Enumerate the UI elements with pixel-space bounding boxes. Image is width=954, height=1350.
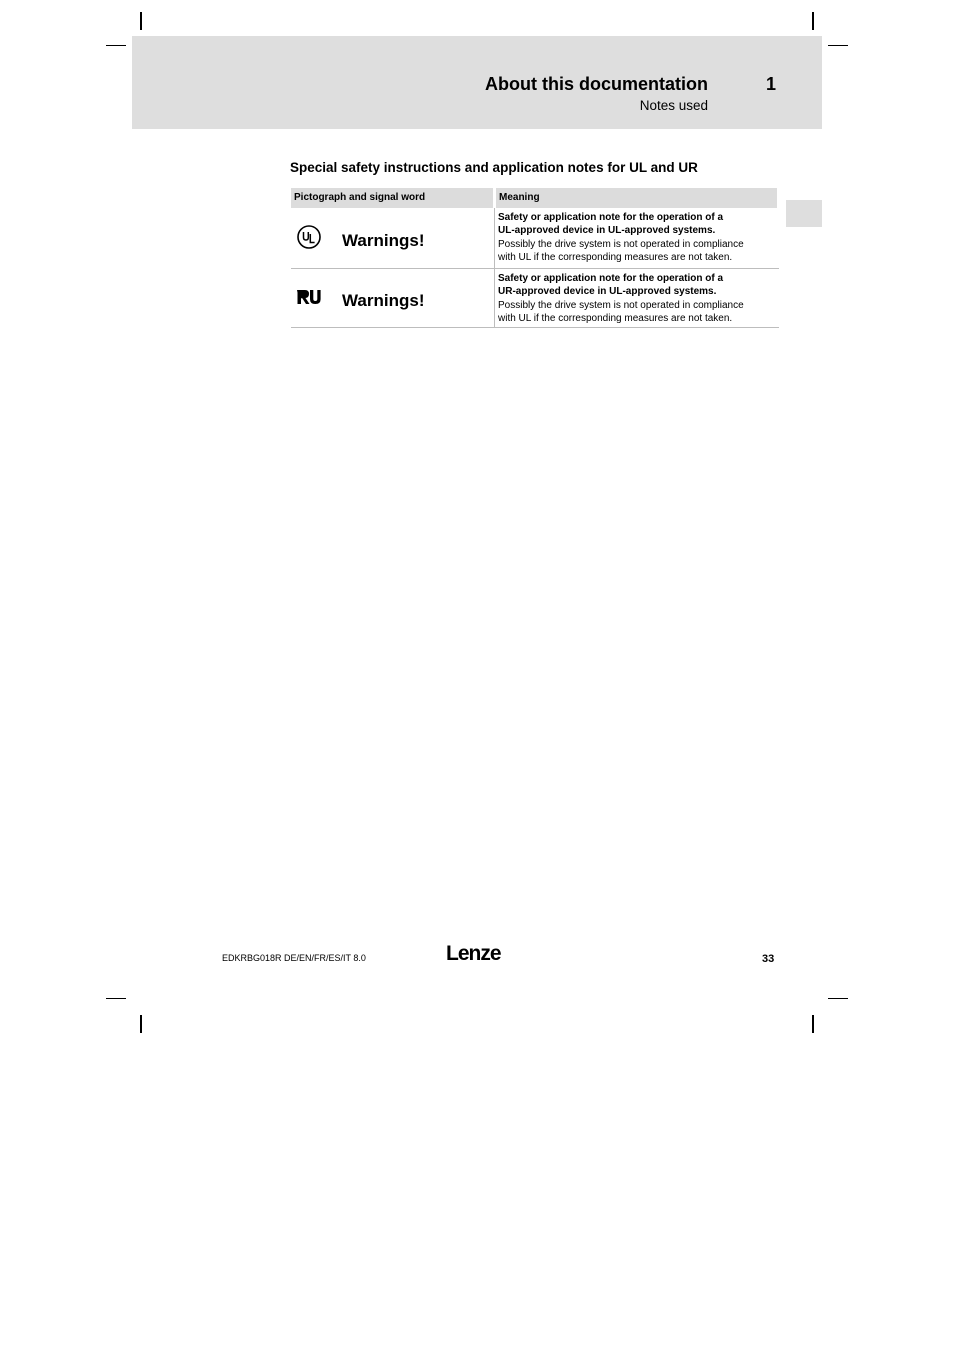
crop-mark [140,12,142,30]
crop-mark [828,998,848,999]
chapter-number: 1 [766,74,777,94]
crop-mark [140,1015,142,1033]
column-header-meaning: Meaning [496,188,777,208]
crop-mark [106,998,126,999]
chapter-title: About this documentation [485,74,708,94]
crop-mark [828,45,848,46]
section-heading: Special safety instructions and application notes for UL and UR [290,160,698,175]
document-id: EDKRBG018R DE/EN/FR/ES/IT 8.0 [222,953,366,963]
crop-mark [812,1015,814,1033]
table-row [291,269,779,328]
crop-mark [106,45,126,46]
signal-word: Warnings! [342,231,425,250]
ur-mark-icon [296,287,322,307]
signal-word: Warnings! [342,291,425,310]
chapter-side-tab [786,200,822,227]
chapter-subtitle: Notes used [639,98,708,113]
crop-mark [812,12,814,30]
meaning-text: Safety or application note for the operation of a UR-approved device in UL-approved systems. Possibly the drive system is not operated in compliance with UL if the corresponding measures are not taken. [498,273,744,324]
meaning-text: Safety or application note for the operation of a UL-approved device in UL-approved systems. Possibly the drive system is not operated in compliance with UL if the corresponding measures are not taken. [498,212,744,263]
table-row [291,208,779,269]
lenze-logo: Lenze [446,942,501,965]
column-header-pictograph: Pictograph and signal word [291,188,493,208]
ul-mark-icon [296,224,322,250]
chapter-header [132,36,822,129]
page-number: 33 [762,953,775,965]
